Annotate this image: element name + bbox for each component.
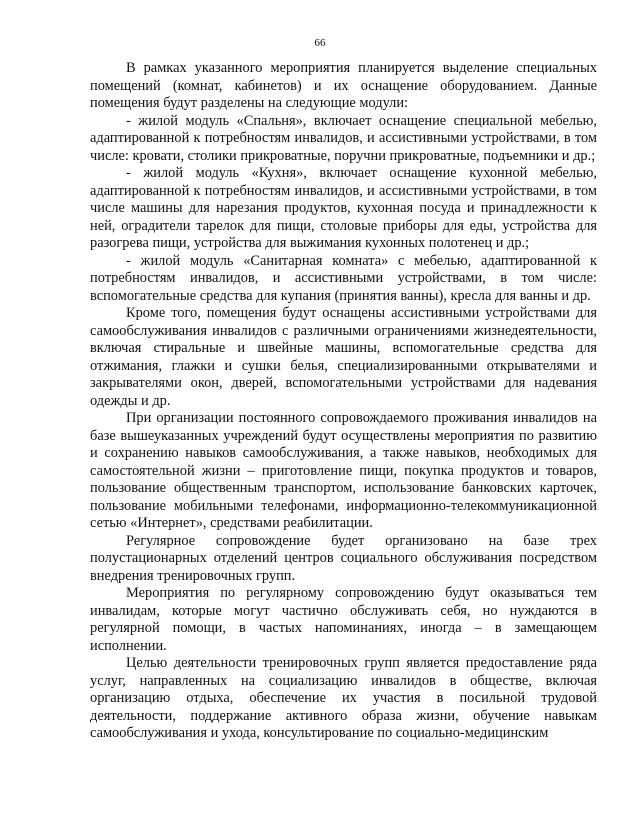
paragraph-support-measures: Мероприятия по регулярному сопровождению будут оказываться тем инвалидам, которые могут частично обслуживать себя, но нуждаются в регулярной помощи, в частых напоминаниях, иногда – в замещающем исполнении. xyxy=(90,585,597,654)
paragraph-regular-support: Регулярное сопровождение будет организовано на базе трех полустационарных отделений центров социального обслуживания посредством внедрения тренировочных групп. xyxy=(90,532,597,584)
page-number: 66 xyxy=(314,37,326,49)
paragraph-assistive-devices: Кроме того, помещения будут оснащены ассистивными устройствами для самообслуживания инвалидов с различными ограничениями жизнедеятельности, включая стиральные и швейные машины, вспомогательные средства для отжимания, глажки и сушки белья, специализированными открывателями и закрывателями окон, дверей, вспомогательными устройствами для надевания одежды и др. xyxy=(90,305,597,409)
paragraph-module-sanitary: - жилой модуль «Санитарная комната» с мебелью, адаптированной к потребностям инвалидов, и ассистивными устройствами, в том числе: вспомогательные средства для купания (принятия ванны), кресла для ванны и др. xyxy=(90,252,597,304)
paragraph-intro: В рамках указанного мероприятия планируется выделение специальных помещений (комнат, кабинетов) и их оснащение оборудованием. Данные помещения будут разделены на следующие модули: xyxy=(90,60,597,111)
paragraph-module-bedroom: - жилой модуль «Спальня», включает оснащение специальной мебелью, адаптированной к потребностям инвалидов, и ассистивными устройствами, в том числе: кровати, столики прикроватные, поручни прикроватные, подъемники и др.; xyxy=(90,112,597,164)
paragraph-module-kitchen: - жилой модуль «Кухня», включает оснащение кухонной мебелью, адаптированной к потребностям инвалидов, и ассистивными устройствами, в том числе машины для нарезания продуктов, кухонная посуда и принадлежности к ней, оградители тарелок для пищи, столовые приборы для еды, устройства для разогрева пищи, устройства для выжимания кухонных полотенец и др.; xyxy=(90,165,597,251)
paragraph-permanent-living: При организации постоянного сопровождаемого проживания инвалидов на базе вышеуказанных учреждений будут осуществлены мероприятия по развитию и сохранению навыков самообслуживания, а также навыков, необходимых для самостоятельной жизни – приготовление пищи, покупка продуктов и товаров, пользование общественным транспортом, использование банковских карточек, пользование мобильными телефонами, информационно-телекоммуникационной сетью «Интернет», средствами реабилитации. xyxy=(90,410,597,531)
body-text xyxy=(90,60,597,743)
paragraph-training-groups: Целью деятельности тренировочных групп является предоставление ряда услуг, направленных на социализацию инвалидов в обществе, включая организацию отдыха, обеспечение их участия в посильной трудовой деятельности, поддержание активного образа жизни, обучение навыкам самообслуживания и ухода, консультирование по социально-медицинским xyxy=(90,655,597,741)
